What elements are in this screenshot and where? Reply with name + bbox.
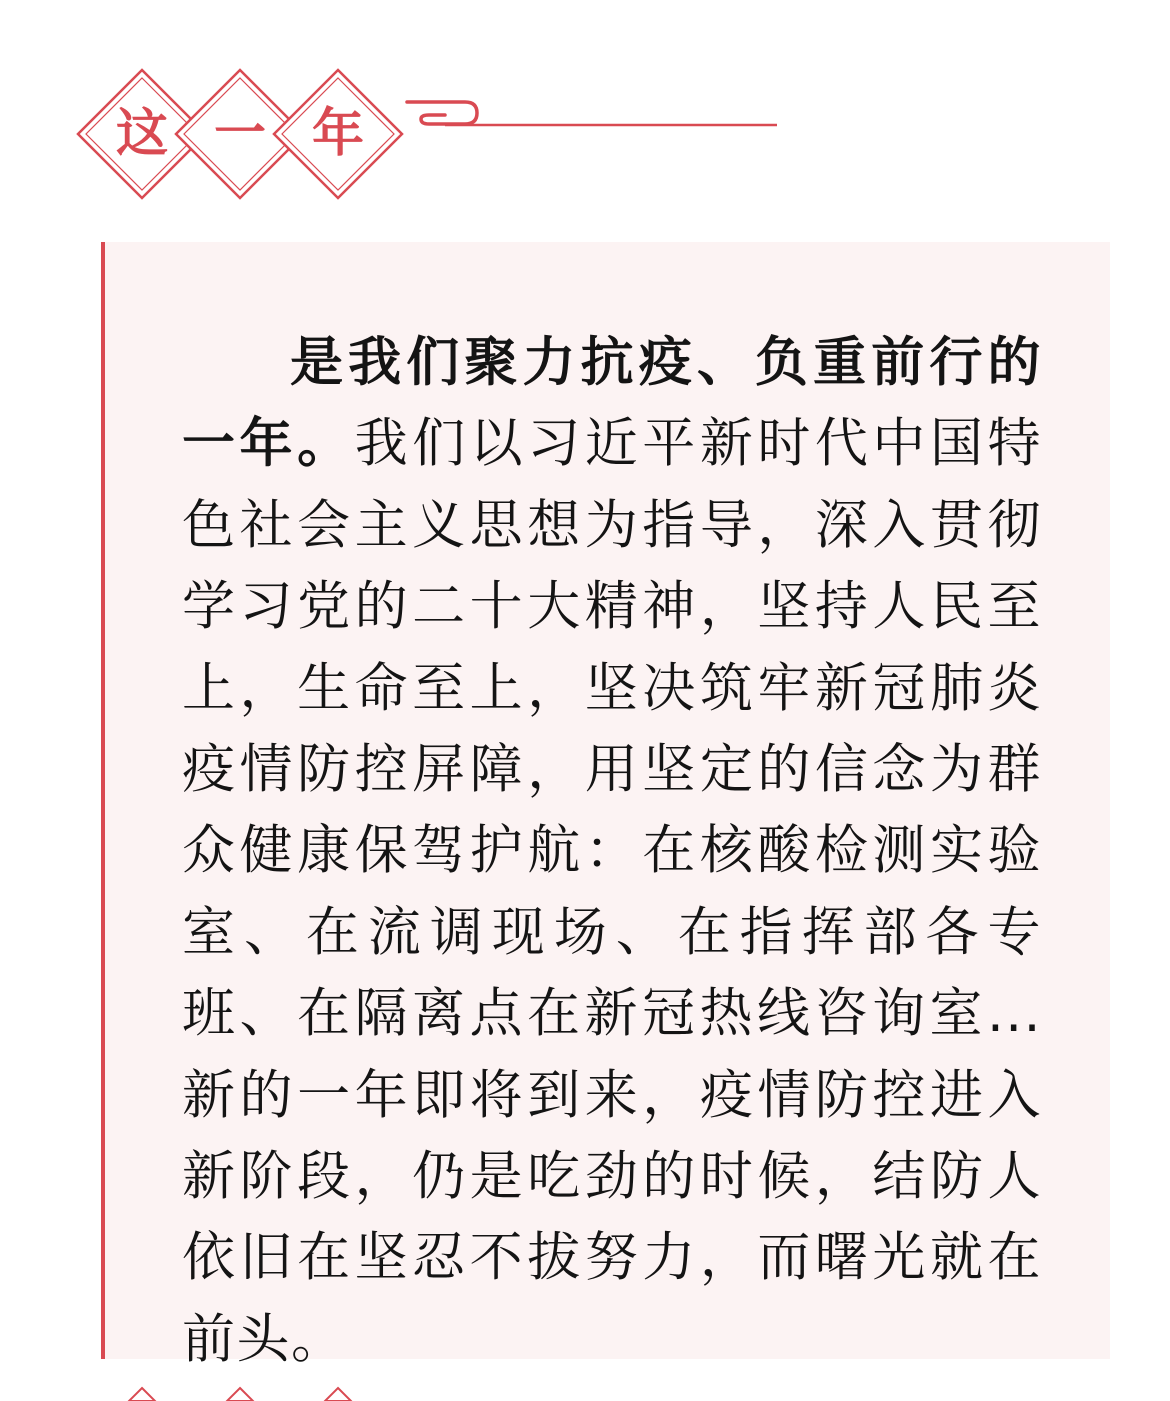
article-lead: 是我们聚力抗疫、负重前行的一年。 <box>182 332 1042 475</box>
title-char-2: 一 <box>213 104 266 164</box>
article-text: 我们以习近平新时代中国特色社会主义思想为指导，深入贯彻学习党的二十大精神，坚持人民至上，生命至上，坚决筑牢新冠肺炎疫情防控屏障，用坚定的信念为群众健康保驾护航：在核酸检测实验室、在流调现场、在指挥部各专班、在隔离点在新冠热线咨询室...新的一年即将到来，疫情防控进入新阶段，仍是吃劲的时候，结防人依旧在坚忍不拔努力，而曙光就在前头。 <box>182 413 1043 1370</box>
title-char-1: 这 <box>115 104 168 164</box>
footer-diamond-tips-icon <box>0 1386 1170 1401</box>
article-panel <box>101 242 1110 1370</box>
section-header <box>0 0 1170 230</box>
article-body <box>182 322 1042 1380</box>
title-char-3: 年 <box>311 104 364 164</box>
title-diamond-3 <box>272 68 404 200</box>
scroll-line-ornament-icon <box>405 97 785 133</box>
